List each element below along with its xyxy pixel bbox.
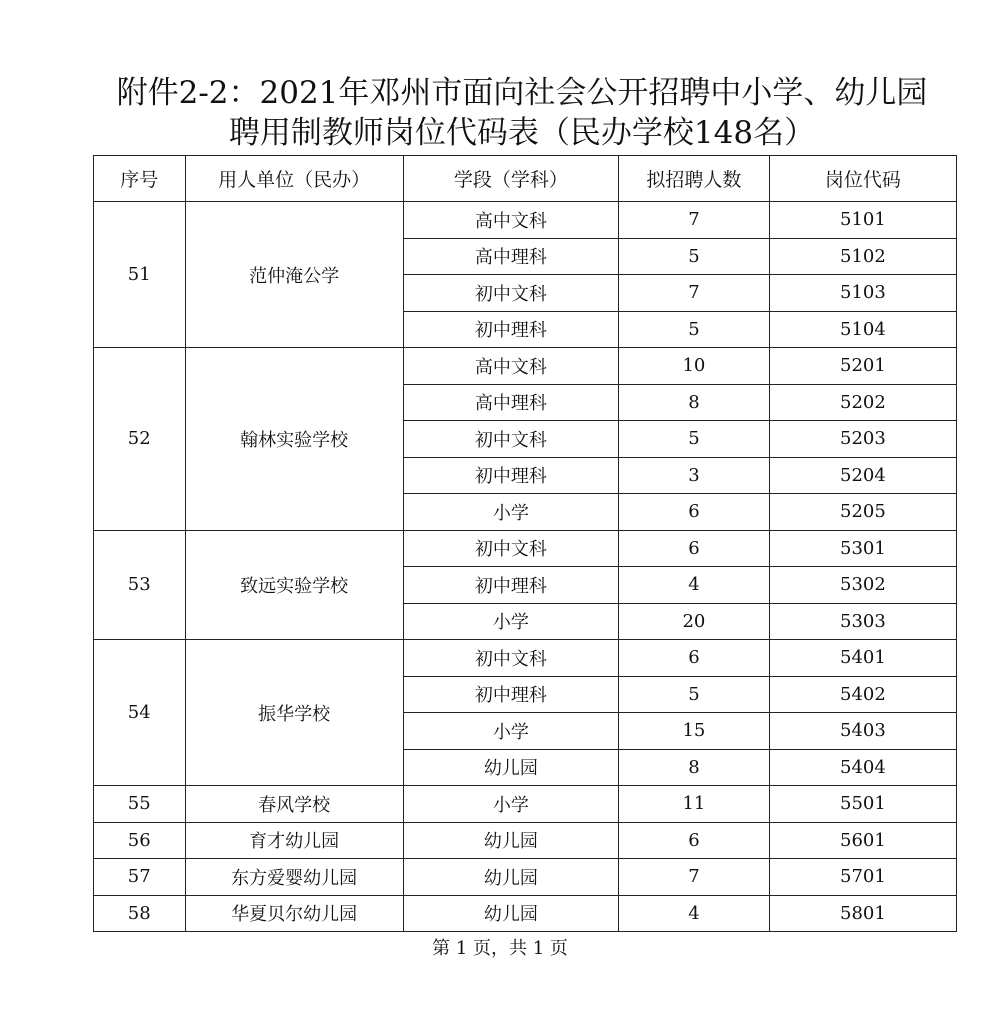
cell-code: 5103 (769, 275, 956, 312)
cell-count: 4 (619, 895, 770, 932)
cell-code: 5201 (769, 348, 956, 385)
cell-no: 55 (94, 786, 186, 823)
cell-subject: 初中文科 (403, 421, 618, 458)
cell-code: 5302 (769, 567, 956, 604)
cell-code: 5501 (769, 786, 956, 823)
cell-code: 5204 (769, 457, 956, 494)
cell-code: 5403 (769, 713, 956, 750)
table-row (94, 859, 957, 896)
cell-subject: 小学 (403, 713, 618, 750)
cell-count: 7 (619, 859, 770, 896)
cell-code: 5102 (769, 238, 956, 275)
cell-subject: 初中理科 (403, 676, 618, 713)
cell-subject: 小学 (403, 603, 618, 640)
cell-count: 3 (619, 457, 770, 494)
cell-unit: 育才幼儿园 (185, 822, 403, 859)
cell-subject: 初中理科 (403, 567, 618, 604)
table-header-row (94, 156, 957, 202)
cell-code: 5401 (769, 640, 956, 677)
page-footer (0, 934, 1000, 960)
cell-count: 4 (619, 567, 770, 604)
cell-subject: 幼儿园 (403, 822, 618, 859)
table-row (94, 348, 957, 385)
cell-code: 5301 (769, 530, 956, 567)
cell-no: 53 (94, 530, 186, 640)
cell-code: 5404 (769, 749, 956, 786)
cell-count: 20 (619, 603, 770, 640)
cell-count: 8 (619, 749, 770, 786)
cell-subject: 高中理科 (403, 238, 618, 275)
table-row (94, 530, 957, 567)
cell-count: 6 (619, 494, 770, 531)
cell-subject: 初中文科 (403, 640, 618, 677)
cell-code: 5202 (769, 384, 956, 421)
cell-count: 7 (619, 202, 770, 239)
cell-subject: 高中文科 (403, 348, 618, 385)
header-subject: 学段（学科） (403, 156, 618, 202)
cell-count: 5 (619, 238, 770, 275)
cell-no: 51 (94, 202, 186, 348)
cell-count: 6 (619, 822, 770, 859)
header-code: 岗位代码 (769, 156, 956, 202)
table-row (94, 822, 957, 859)
cell-subject: 小学 (403, 786, 618, 823)
document-title-line1: 附件2-2：2021年邓州市面向社会公开招聘中小学、幼儿园 (116, 75, 928, 111)
header-count: 拟招聘人数 (619, 156, 770, 202)
cell-unit: 春风学校 (185, 786, 403, 823)
cell-subject: 小学 (403, 494, 618, 531)
cell-subject: 初中理科 (403, 457, 618, 494)
cell-code: 5205 (769, 494, 956, 531)
cell-code: 5101 (769, 202, 956, 239)
cell-no: 57 (94, 859, 186, 896)
cell-subject: 幼儿园 (403, 859, 618, 896)
cell-count: 10 (619, 348, 770, 385)
cell-count: 7 (619, 275, 770, 312)
header-no: 序号 (94, 156, 186, 202)
cell-unit: 致远实验学校 (185, 530, 403, 640)
cell-unit: 翰林实验学校 (185, 348, 403, 531)
cell-subject: 高中文科 (403, 202, 618, 239)
cell-count: 5 (619, 311, 770, 348)
table-row (94, 202, 957, 239)
cell-subject: 初中文科 (403, 275, 618, 312)
cell-unit: 振华学校 (185, 640, 403, 786)
cell-code: 5104 (769, 311, 956, 348)
cell-code: 5601 (769, 822, 956, 859)
table-row (94, 786, 957, 823)
document-title-line2: 聘用制教师岗位代码表（民办学校148名） (228, 115, 816, 151)
header-unit: 用人单位（民办） (185, 156, 403, 202)
cell-code: 5801 (769, 895, 956, 932)
cell-subject: 幼儿园 (403, 749, 618, 786)
table-row (94, 895, 957, 932)
cell-no: 52 (94, 348, 186, 531)
cell-subject: 高中理科 (403, 384, 618, 421)
cell-count: 11 (619, 786, 770, 823)
cell-subject: 初中理科 (403, 311, 618, 348)
cell-code: 5402 (769, 676, 956, 713)
cell-count: 6 (619, 530, 770, 567)
cell-subject: 幼儿园 (403, 895, 618, 932)
cell-unit: 华夏贝尔幼儿园 (185, 895, 403, 932)
cell-subject: 初中文科 (403, 530, 618, 567)
cell-no: 56 (94, 822, 186, 859)
cell-unit: 东方爱婴幼儿园 (185, 859, 403, 896)
cell-count: 15 (619, 713, 770, 750)
table-body (94, 202, 957, 932)
cell-unit: 范仲淹公学 (185, 202, 403, 348)
cell-count: 5 (619, 676, 770, 713)
table-row (94, 640, 957, 677)
cell-code: 5303 (769, 603, 956, 640)
page-number: 第 1 页，共 1 页 (432, 938, 568, 959)
cell-count: 5 (619, 421, 770, 458)
position-code-table (93, 155, 957, 932)
cell-no: 54 (94, 640, 186, 786)
cell-no: 58 (94, 895, 186, 932)
cell-code: 5701 (769, 859, 956, 896)
cell-count: 8 (619, 384, 770, 421)
cell-code: 5203 (769, 421, 956, 458)
cell-count: 6 (619, 640, 770, 677)
